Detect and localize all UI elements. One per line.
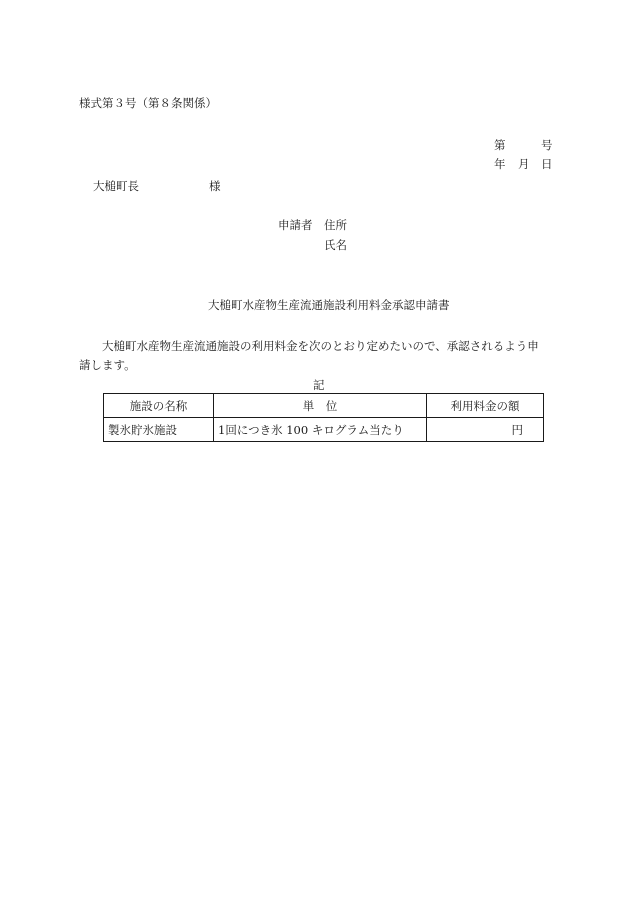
doc-number-go: 号 (541, 138, 553, 152)
address-label: 住所 (324, 218, 347, 232)
header-facility-name: 施設の名称 (104, 394, 214, 418)
cell-fee-amount: 円 (427, 418, 544, 442)
table-row (104, 418, 544, 442)
document-title: 大槌町水産物生産流通施設利用料金承認申請書 (208, 298, 450, 312)
doc-number-dai: 第 (494, 138, 506, 152)
cell-unit: 1回につき氷 100 キログラム当たり (214, 418, 427, 442)
fee-table (103, 393, 544, 442)
header-fee-amount: 利用料金の額 (427, 394, 544, 418)
date-year: 年 (494, 157, 506, 171)
addressee-name: 大槌町長 (93, 179, 139, 193)
date-day: 日 (541, 157, 553, 171)
header-unit: 単 位 (214, 394, 427, 418)
date-month: 月 (518, 157, 530, 171)
table-header-row (104, 394, 544, 418)
ki-heading: 記 (313, 378, 325, 392)
cell-facility-name: 製氷貯氷施設 (104, 418, 214, 442)
addressee-honorific: 様 (209, 179, 221, 193)
name-label: 氏名 (324, 238, 347, 252)
body-text: 大槌町水産物生産流通施設の利用料金を次のとおり定めたいので、承認されるよう申請します。 (79, 339, 539, 372)
form-number: 様式第３号（第８条関係） (79, 96, 217, 110)
applicant-label: 申請者 (278, 218, 313, 232)
